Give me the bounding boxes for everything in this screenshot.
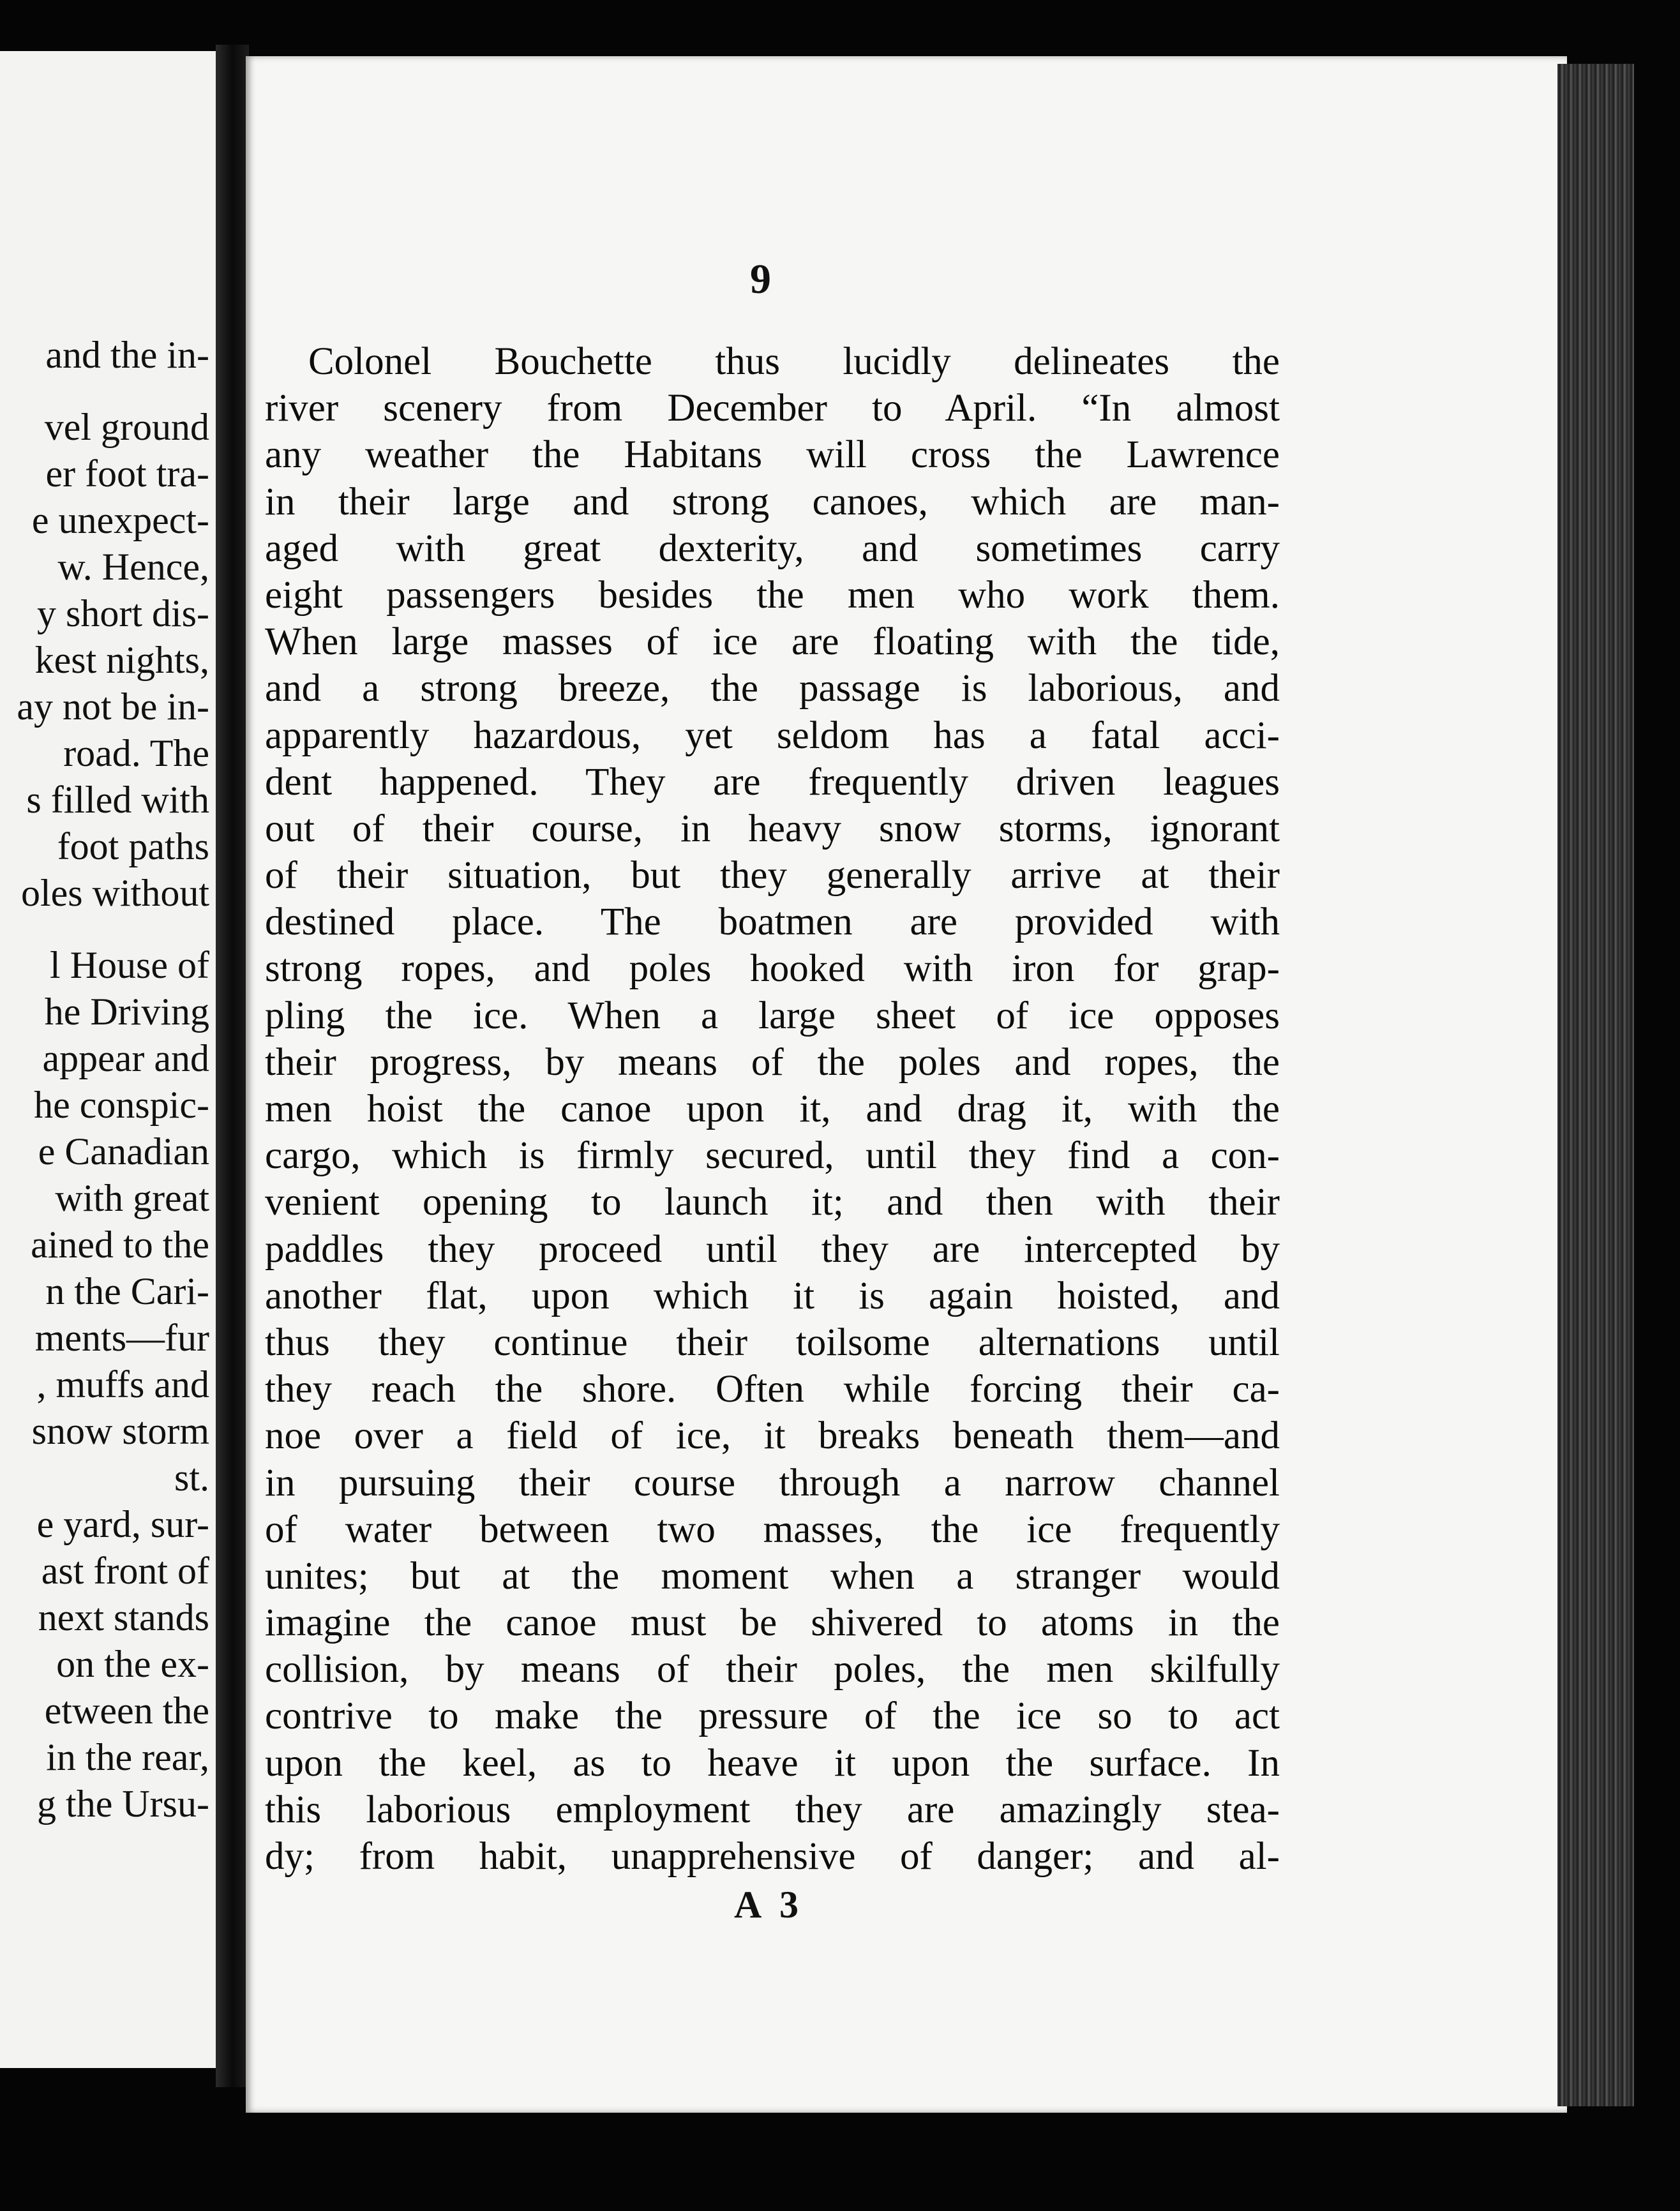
left-page-line: ments—fur xyxy=(34,1317,209,1359)
text-line: another flat, upon which it is again hoisted, and xyxy=(265,1274,1280,1317)
left-page-line: he conspic- xyxy=(34,1084,209,1126)
text-line: paddles they proceed until they are intercepted by xyxy=(265,1227,1280,1271)
text-line: in their large and strong canoes, which are man- xyxy=(265,480,1280,523)
left-page-line: ast front of xyxy=(41,1550,209,1592)
left-page-line: st. xyxy=(174,1457,209,1499)
text-line: of water between two masses, the ice frequently xyxy=(265,1508,1280,1551)
left-page-line: road. The xyxy=(63,732,209,774)
text-line: dent happened. They are frequently driven leagues xyxy=(265,760,1280,804)
text-line: their progress, by means of the poles and ropes, the xyxy=(265,1040,1280,1084)
left-page-line: e yard, sur- xyxy=(36,1503,209,1545)
left-page-line: and the in- xyxy=(45,334,209,376)
left-page-line: snow storm xyxy=(31,1410,209,1452)
left-page-line: e unexpect- xyxy=(31,499,209,541)
left-page xyxy=(0,51,220,2068)
left-page-line: etween the xyxy=(44,1690,209,1732)
left-page-line: er foot tra- xyxy=(45,453,209,495)
left-page-line: on the ex- xyxy=(56,1643,209,1685)
left-page-line: in the rear, xyxy=(46,1736,209,1778)
text-line: When large masses of ice are floating with the tide, xyxy=(265,620,1280,664)
left-page-line: w. Hence, xyxy=(57,546,209,588)
left-page-line: vel ground xyxy=(44,406,209,448)
left-page-line: with great xyxy=(55,1177,209,1219)
text-line: thus they continue their toilsome alternations until xyxy=(265,1321,1280,1364)
text-line: imagine the canoe must be shivered to atoms in the xyxy=(265,1601,1280,1645)
text-line: they reach the shore. Often while forcing their ca- xyxy=(265,1368,1280,1411)
left-page-line: l House of xyxy=(50,944,209,986)
book-gutter xyxy=(216,45,249,2087)
text-line: venient opening to launch it; and then with their xyxy=(265,1181,1280,1224)
left-page-line: s filled with xyxy=(26,779,209,821)
left-page-line: he Driving xyxy=(44,991,209,1033)
text-line: out of their course, in heavy snow storms, ignorant xyxy=(265,807,1280,850)
left-page-line: g the Ursu- xyxy=(37,1783,209,1825)
left-page-line: n the Cari- xyxy=(45,1270,209,1312)
text-line: eight passengers besides the men who work them. xyxy=(265,573,1280,617)
text-line: aged with great dexterity, and sometimes carry xyxy=(265,527,1280,570)
text-line: destined place. The boatmen are provided with xyxy=(265,901,1280,944)
text-line: of their situation, but they generally arrive at their xyxy=(265,854,1280,897)
text-line: upon the keel, as to heave it upon the surface. In xyxy=(265,1741,1280,1785)
left-page-line: kest nights, xyxy=(34,639,209,681)
text-line: river scenery from December to April. “In almost xyxy=(265,387,1280,430)
body-text xyxy=(265,338,1280,1880)
left-page-line: ay not be in- xyxy=(17,686,209,728)
left-page-line: ained to the xyxy=(31,1224,209,1266)
text-line: Colonel Bouchette thus lucidly delineates the xyxy=(308,340,1280,383)
text-line: pling the ice. When a large sheet of ice opposes xyxy=(265,994,1280,1037)
left-page-line: y short dis- xyxy=(37,592,209,634)
left-page-line xyxy=(0,917,209,942)
left-page-line: foot paths xyxy=(57,825,209,867)
signature-mark: A 3 xyxy=(734,1884,804,1926)
text-line: noe over a field of ice, it breaks beneath them—and xyxy=(265,1414,1280,1458)
text-line: this laborious employment they are amazingly stea- xyxy=(265,1788,1280,1831)
left-page-line: appear and xyxy=(42,1037,209,1079)
left-page-line: oles without xyxy=(21,872,209,914)
text-line: any weather the Habitans will cross the Lawrence xyxy=(265,433,1280,477)
left-page-line: e Canadian xyxy=(38,1130,209,1173)
text-line: cargo, which is firmly secured, until they find a con- xyxy=(265,1134,1280,1178)
text-line: contrive to make the pressure of the ice so to act xyxy=(265,1695,1280,1738)
text-line: men hoist the canoe upon it, and drag it, with the xyxy=(265,1088,1280,1130)
left-page-line: , muffs and xyxy=(36,1363,209,1405)
text-line: and a strong breeze, the passage is laborious, and xyxy=(265,667,1280,710)
text-line: dy; from habit, unapprehensive of danger; and al- xyxy=(265,1835,1280,1878)
text-line: collision, by means of their poles, the men skilfully xyxy=(265,1648,1280,1691)
left-page-text xyxy=(0,332,209,1827)
text-line: strong ropes, and poles hooked with iron for grap- xyxy=(265,947,1280,991)
text-line: unites; but at the moment when a stranger would xyxy=(265,1554,1280,1598)
left-page-line xyxy=(0,378,209,404)
page-number: 9 xyxy=(750,256,771,303)
text-line: apparently hazardous, yet seldom has a fatal acci- xyxy=(265,714,1280,757)
page-edge-stack xyxy=(1557,64,1634,2106)
text-line: in pursuing their course through a narrow channel xyxy=(265,1461,1280,1504)
left-page-line: next stands xyxy=(38,1596,209,1638)
